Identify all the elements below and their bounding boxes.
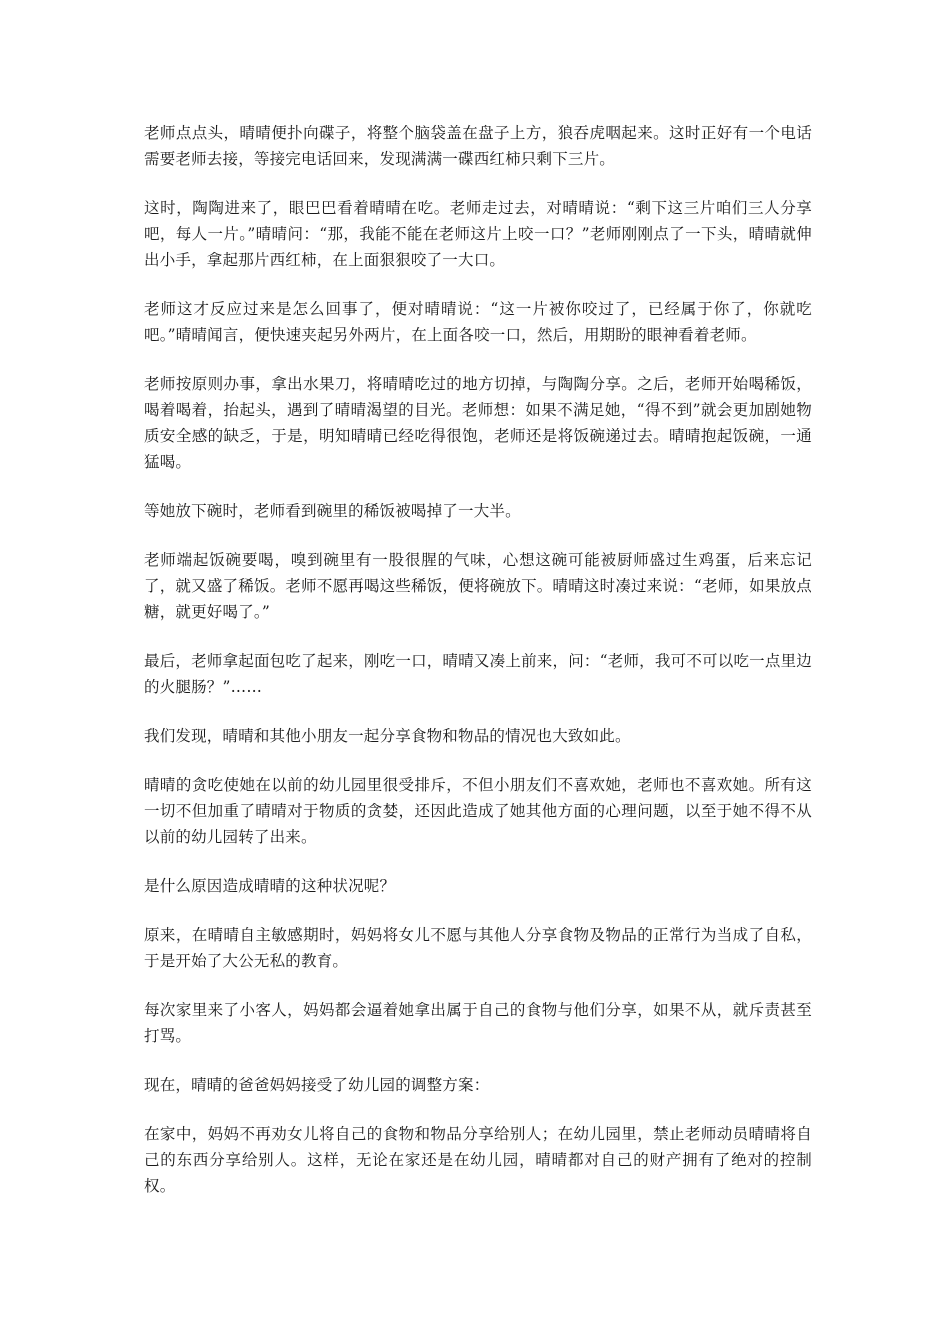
paragraph-6: 老师端起饭碗要喝，嗅到碗里有一股很腥的气味，心想这碗可能被厨师盛过生鸡蛋，后来忘记了，就又盛了稀饭。老师不愿再喝这些稀饭，便将碗放下。晴晴这时凑过来说：“老师，如果放点糖，就更好喝了。” bbox=[144, 551, 812, 621]
paragraph-2: 这时，陶陶进来了，眼巴巴看着晴晴在吃。老师走过去，对晴晴说：“剩下这三片咱们三人分享吧，每人一片。”晴晴问：“那，我能不能在老师这片上咬一口？”老师刚刚点了一下头，晴晴就伸出小手，拿起那片西红柿，在上面狠狠咬了一大口。 bbox=[144, 199, 812, 269]
paragraph-13: 现在，晴晴的爸爸妈妈接受了幼儿园的调整方案： bbox=[144, 1076, 490, 1094]
paragraph-10: 是什么原因造成晴晴的这种状况呢？ bbox=[144, 877, 396, 895]
paragraph-8: 我们发现，晴晴和其他小朋友一起分享食物和物品的情况也大致如此。 bbox=[144, 727, 631, 745]
paragraph-9: 晴晴的贪吃使她在以前的幼儿园里很受排斥，不但小朋友们不喜欢她，老师也不喜欢她。所有这一切不但加重了晴晴对于物质的贪婪，还因此造成了她其他方面的心理问题，以至于她不得不从以前的幼儿园转了出来。 bbox=[144, 776, 812, 846]
paragraph-7: 最后，老师拿起面包吃了起来，刚吃一口，晴晴又凑上前来，问：“老师，我可不可以吃一点里边的火腿肠？”…… bbox=[144, 652, 812, 696]
paragraph-1: 老师点点头，晴晴便扑向碟子，将整个脑袋盖在盘子上方，狼吞虎咽起来。这时正好有一个电话需要老师去接，等接完电话回来，发现满满一碟西红柿只剩下三片。 bbox=[144, 124, 812, 168]
paragraph-4: 老师按原则办事，拿出水果刀，将晴晴吃过的地方切掉，与陶陶分享。之后，老师开始喝稀饭，喝着喝着，抬起头，遇到了晴晴渴望的目光。老师想：如果不满足她，“得不到”就会更加剧她物质安全感的缺乏，于是，明知晴晴已经吃得很饱，老师还是将饭碗递过去。晴晴抱起饭碗，一通猛喝。 bbox=[144, 375, 812, 471]
paragraph-11: 原来，在晴晴自主敏感期时，妈妈将女儿不愿与其他人分享食物及物品的正常行为当成了自私，于是开始了大公无私的教育。 bbox=[144, 926, 812, 970]
paragraph-5: 等她放下碗时，老师看到碗里的稀饭被喝掉了一大半。 bbox=[144, 502, 521, 520]
paragraph-12: 每次家里来了小客人，妈妈都会逼着她拿出属于自己的食物与他们分享，如果不从，就斥责甚至打骂。 bbox=[144, 1001, 812, 1045]
paragraph-3: 老师这才反应过来是怎么回事了，便对晴晴说：“这一片被你咬过了，已经属于你了，你就吃吧。”晴晴闻言，便快速夹起另外两片，在上面各咬一口，然后，用期盼的眼神看着老师。 bbox=[144, 300, 812, 344]
paragraph-14: 在家中，妈妈不再劝女儿将自己的食物和物品分享给别人；在幼儿园里，禁止老师动员晴晴将自己的东西分享给别人。这样，无论在家还是在幼儿园，晴晴都对自己的财产拥有了绝对的控制权。 bbox=[144, 1125, 812, 1195]
document-page bbox=[144, 120, 812, 1222]
